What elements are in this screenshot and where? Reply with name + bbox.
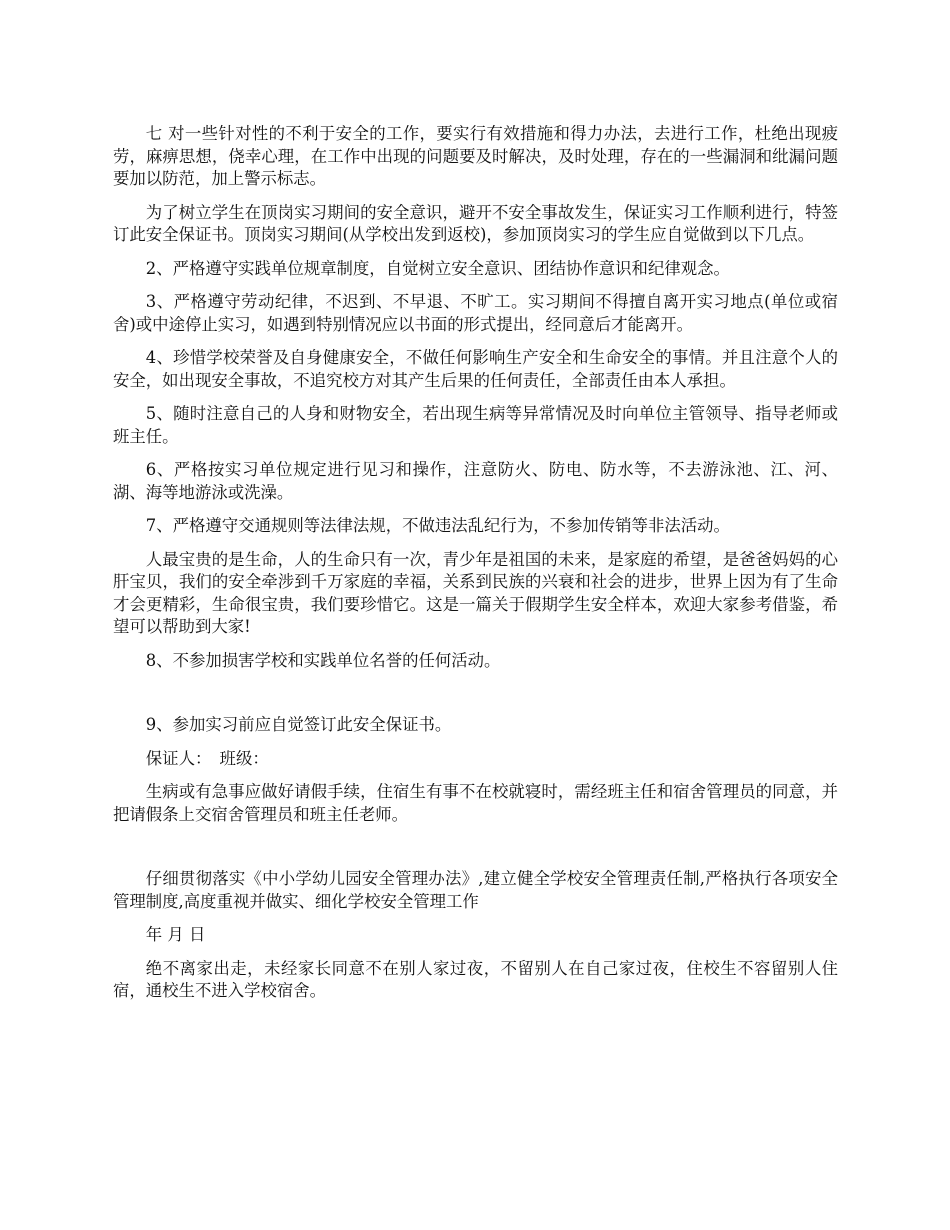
signature-line: 保证人： 班级：: [145, 748, 269, 768]
paragraph-item-7-safety: 七 对一些针对性的不利于安全的工作，要实行有效措施和得力办法，去进行工作，杜绝出现疲劳，麻痹思想，侥幸心理，在工作中出现的问题要及时解决，及时处理，存在的一些漏洞和纰漏问题要加以防范，加上警示标志。: [113, 124, 838, 188]
paragraph-management: 仔细贯彻落实《中小学幼儿园安全管理办法》,建立健全学校安全管理责任制,严格执行各项安全管理制度,高度重视并做实、细化学校安全管理工作: [113, 869, 838, 911]
date-line: 年 月 日: [145, 925, 206, 944]
paragraph-intro: 为了树立学生在顶岗实习期间的安全意识，避开不安全事故发生，保证实习工作顺利进行，特签订此安全保证书。顶岗实习期间(从学校出发到返校)，参加顶岗实习的学生应自觉做到以下几点。: [113, 202, 838, 244]
paragraph-rule-3: 3、严格遵守劳动纪律，不迟到、不早退、不旷工。实习期间不得擅自离开实习地点(单位或宿舍)或中途停止实习，如遇到特别情况应以书面的形式提出，经同意后才能离开。: [113, 292, 838, 334]
paragraph-rule-7: 7、严格遵守交通规则等法律法规，不做违法乱纪行为，不参加传销等非法活动。: [145, 516, 730, 535]
document-body: [113, 123, 838, 1003]
paragraph-life-value: 人最宝贵的是生命，人的生命只有一次，青少年是祖国的未来，是家庭的希望，是爸爸妈妈的心肝宝贝，我们的安全牵涉到千万家庭的幸福，关系到民族的兴衰和社会的进步，世界上因为有了生命才会更精彩，生命很宝贵，我们要珍惜它。这是一篇关于假期学生安全样本，欢迎大家参考借鉴，希望可以帮助到大家!: [113, 549, 838, 636]
paragraph-rule-9: 9、参加实习前应自觉签订此安全保证书。: [145, 715, 452, 734]
paragraph-rule-8: 8、不参加损害学校和实践单位名誉的任何活动。: [145, 650, 501, 670]
paragraph-leave-request: 生病或有急事应做好请假手续，住宿生有事不在校就寝时，需经班主任和宿舍管理员的同意，并把请假条上交宿舍管理员和班主任老师。: [113, 782, 838, 824]
paragraph-overnight: 绝不离家出走，未经家长同意不在别人家过夜，不留别人在自己家过夜，住校生不容留别人住宿，通校生不进入学校宿舍。: [113, 958, 838, 1000]
paragraph-rule-6: 6、严格按实习单位规定进行见习和操作，注意防火、防电、防水等，不去游泳池、江、河、湖、海等地游泳或洗澡。: [113, 460, 838, 502]
paragraph-rule-2: 2、严格遵守实践单位规章制度，自觉树立安全意识、团结协作意识和纪律观念。: [145, 258, 730, 278]
paragraph-rule-4: 4、珍惜学校荣誉及自身健康安全，不做任何影响生产安全和生命安全的事情。并且注意个人的安全，如出现安全事故，不追究校方对其产生后果的任何责任，全部责任由本人承担。: [113, 348, 838, 390]
paragraph-rule-5: 5、随时注意自己的人身和财物安全，若出现生病等异常情况及时向单位主管领导、指导老师或班主任。: [113, 404, 838, 446]
